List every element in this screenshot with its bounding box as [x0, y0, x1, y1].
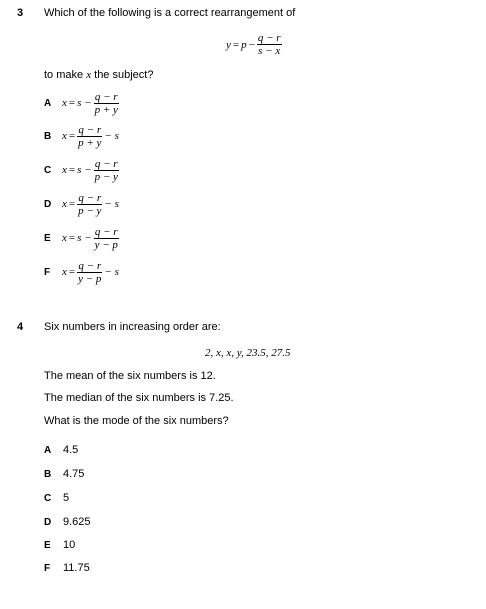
option-value: 9.625: [63, 516, 91, 528]
formula-left-term: p: [241, 38, 247, 51]
option-numerator: q − r: [94, 157, 118, 170]
option-denominator: p − y: [94, 170, 118, 183]
instruction-var: x: [86, 69, 92, 81]
option-letter: E: [44, 540, 51, 551]
option-letter: D: [44, 517, 52, 528]
option-equals: =: [68, 266, 76, 278]
option-numerator: q − r: [78, 259, 102, 272]
option-letter: F: [44, 563, 51, 574]
option-letter: C: [44, 164, 52, 176]
option-value: 5: [63, 492, 70, 504]
option-expression: [62, 226, 119, 251]
formula-denominator: s − x: [258, 45, 281, 57]
option-suffix: − s: [104, 266, 119, 278]
option-prefix: s −: [77, 232, 92, 244]
option-letter: C: [44, 493, 52, 504]
option-fraction: [94, 226, 119, 251]
question-3-number: 3: [17, 7, 24, 19]
instruction-pre: to make: [44, 69, 87, 81]
q3-option-f[interactable]: [44, 257, 119, 287]
question-4-stem: Six numbers in increasing order are:: [44, 321, 221, 333]
option-letter: A: [44, 97, 52, 109]
q4-option-d[interactable]: [44, 512, 91, 530]
option-letter: A: [44, 445, 52, 456]
question-4-sequence: 2, x, x, y, 23.5, 27.5: [205, 347, 291, 359]
option-value: 4.75: [63, 468, 85, 480]
option-letter: D: [44, 198, 52, 210]
option-expression: [62, 91, 119, 116]
option-equals: =: [68, 232, 76, 244]
option-suffix: − s: [104, 130, 119, 142]
question-3-formula: [226, 32, 282, 57]
q4-option-e[interactable]: [44, 535, 75, 553]
option-equals: =: [68, 130, 76, 142]
q4-option-b[interactable]: [44, 464, 84, 482]
q4-option-c[interactable]: [44, 488, 69, 506]
q3-option-e[interactable]: [44, 223, 119, 253]
option-fraction: [77, 192, 102, 217]
option-equals: =: [68, 164, 76, 176]
option-denominator: y − p: [78, 272, 102, 285]
q4-option-a[interactable]: [44, 440, 78, 458]
option-value: 10: [63, 539, 76, 551]
option-lhs: x: [62, 130, 67, 142]
option-expression: [62, 158, 119, 183]
option-fraction: [77, 260, 102, 285]
option-expression: [62, 124, 119, 149]
option-denominator: p + y: [78, 136, 102, 149]
option-equals: =: [68, 198, 76, 210]
option-letter: E: [44, 232, 51, 244]
option-equals: =: [68, 97, 76, 109]
question-4-question: What is the mode of the six numbers?: [44, 415, 229, 427]
option-numerator: q − r: [94, 90, 118, 103]
option-numerator: q − r: [78, 191, 102, 204]
q4-option-f[interactable]: [44, 558, 90, 576]
q3-option-b[interactable]: [44, 121, 119, 151]
option-prefix: s −: [77, 97, 92, 109]
option-lhs: x: [62, 232, 67, 244]
formula-lhs: y: [226, 38, 231, 51]
option-lhs: x: [62, 164, 67, 176]
question-3-stem: Which of the following is a correct rearrangement of: [44, 7, 296, 19]
option-lhs: x: [62, 266, 67, 278]
option-suffix: − s: [104, 198, 119, 210]
option-fraction: [94, 158, 119, 183]
option-letter: B: [44, 469, 52, 480]
formula-operator: −: [248, 38, 255, 51]
option-numerator: q − r: [94, 225, 118, 238]
option-expression: [62, 260, 119, 285]
q3-option-a[interactable]: [44, 88, 119, 118]
question-4-number: 4: [17, 321, 24, 333]
option-numerator: q − r: [78, 123, 102, 136]
question-3-instruction: [44, 69, 153, 81]
formula-numerator: q − r: [257, 32, 281, 44]
option-lhs: x: [62, 198, 67, 210]
q3-option-c[interactable]: [44, 155, 119, 185]
option-expression: [62, 192, 119, 217]
option-value: 11.75: [63, 562, 90, 574]
question-4-mean: The mean of the six numbers is 12.: [44, 370, 216, 382]
option-lhs: x: [62, 97, 67, 109]
option-fraction: [77, 124, 102, 149]
formula-equals: =: [232, 38, 240, 51]
q3-option-d[interactable]: [44, 189, 119, 219]
option-value: 4.5: [63, 444, 79, 456]
option-letter: B: [44, 130, 52, 142]
option-letter: F: [44, 266, 51, 278]
option-prefix: s −: [77, 164, 92, 176]
option-denominator: p + y: [94, 103, 118, 116]
option-denominator: p − y: [78, 204, 102, 217]
instruction-post: the subject?: [91, 69, 154, 81]
option-denominator: y − p: [94, 238, 118, 251]
formula-fraction: [257, 32, 282, 57]
question-4-median: The median of the six numbers is 7.25.: [44, 392, 234, 404]
option-fraction: [94, 91, 119, 116]
